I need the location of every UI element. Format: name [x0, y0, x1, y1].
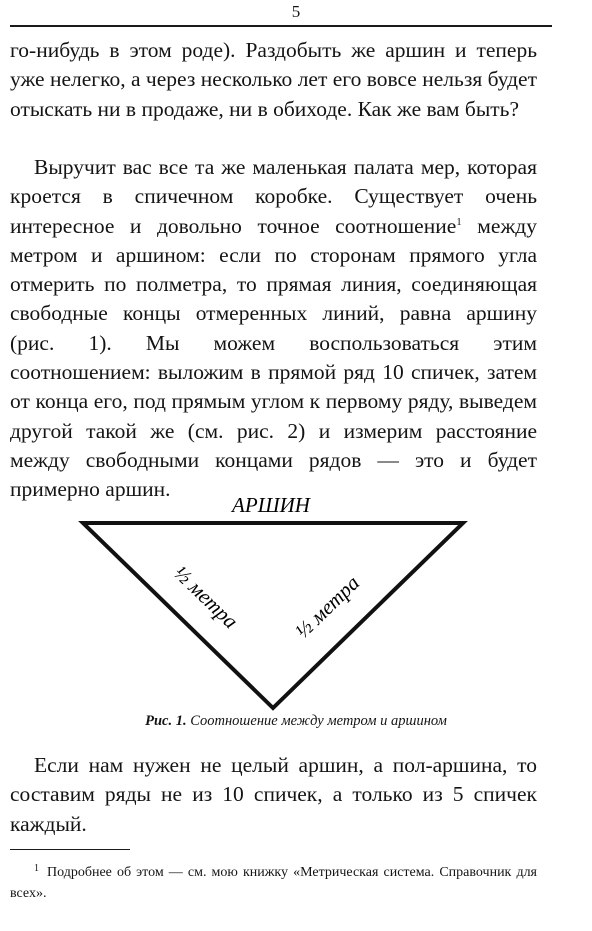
caption-text: Соотношение между метром и аршином [186, 713, 447, 729]
page-number: 5 [291, 2, 301, 21]
right-leg-label: ½ метра [290, 570, 365, 644]
paragraph-2-part-2: между метром и аршином: если по сторонам прямого угла отмерить по полметра, то прямая линия, соединяющая свободные концы отмеренных линий, равна аршину (рис. 1). Мы можем воспользоваться этим соотношением: выложим в прямой ряд 10 спичек, затем от конца его, под прямым углом к первому ряду, выведем другой такой же (см. рис. 2) и измерим расстояние между свободными концами рядов — это и будет примерно аршин. [10, 213, 537, 502]
paragraph-1-text: го-нибудь в этом роде). Раздобыть же аршин и теперь уже нелегко, а через несколько лет его вовсе нельзя будет отыскать ни в продаже, ни в обиходе. Как же вам быть? [10, 38, 537, 121]
footnote-reference: 1 [456, 215, 462, 228]
figure-caption [0, 713, 592, 730]
left-leg-label: ½ метра [168, 560, 243, 634]
caption-label: Рис. 1. [145, 713, 187, 729]
figure-triangle [70, 490, 474, 720]
footnote-mark: 1 [34, 863, 39, 874]
paragraph-3-text: Если нам нужен не целый аршин, а пол-аршина, то составим ряды не из 10 спичек, а только из 5 спичек каждый. [10, 753, 537, 836]
footnote [10, 862, 537, 904]
paragraph-2-text [10, 153, 537, 505]
triangle-shape [83, 523, 463, 708]
paragraph-2 [10, 153, 537, 505]
paragraph-3 [10, 751, 537, 839]
paragraph-2-part-1: Выручит вас все та же маленькая палата мер, которая кроется в спичечном коробке. Существует очень интересное и довольно точное соотношение [10, 155, 537, 238]
footnote-text: Подробнее об этом — см. мою книжку «Метрическая система. Справочник для всех». [10, 865, 537, 901]
footnote-rule [10, 849, 130, 850]
triangle-diagram [70, 490, 474, 720]
hypotenuse-label: АРШИН [232, 493, 310, 517]
paragraph-1 [10, 36, 537, 124]
header-rule [10, 25, 552, 27]
